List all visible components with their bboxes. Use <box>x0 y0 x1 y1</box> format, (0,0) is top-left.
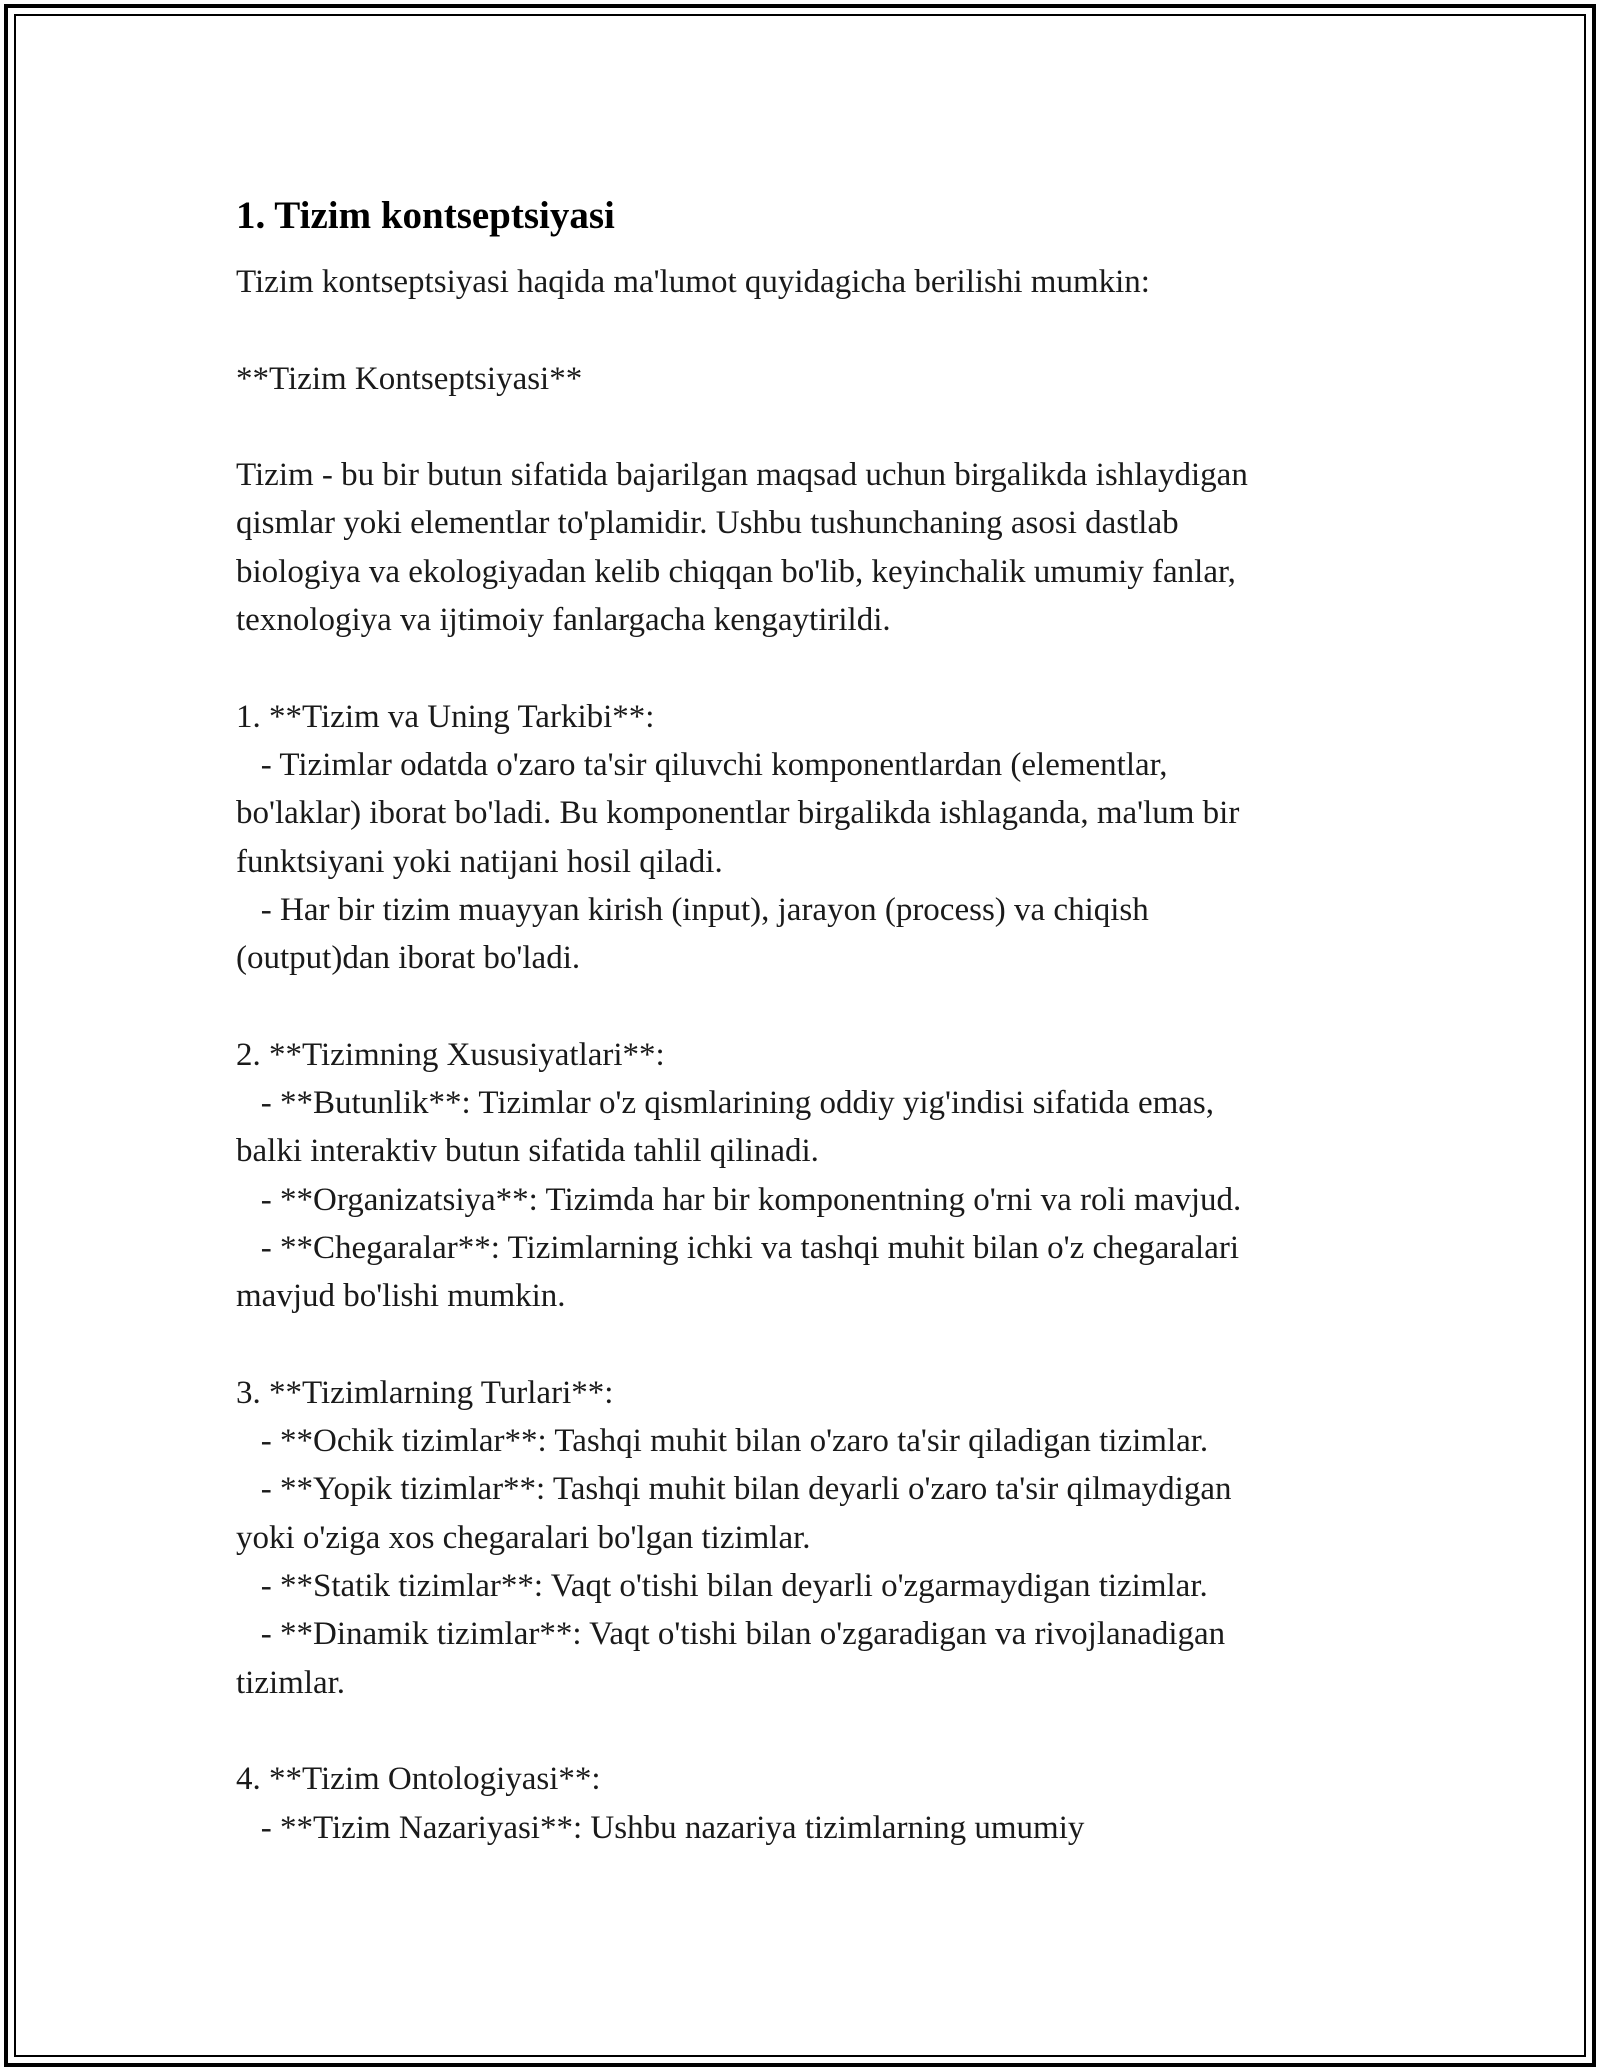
list-item-types: 3. **Tizimlarning Turlari**: - **Ochik tizimlar**: Tashqi muhit bilan o'zaro ta'sir qiladigan tizimlar. - **Yopik tizimlar**: Tashqi muhit bilan deyarli o'zaro ta'sir qilmaydigan yoki o'ziga xos chegaralari bo'lgan tizimlar. - **Statik tizimlar**: Vaqt o'tishi bilan deyarli o'zgarmaydigan tizimlar. - **Dinamik tizimlar**: Vaqt o'tishi bilan o'zgaradigan va rivojlanadigan tizimlar. <box>236 1374 1232 1701</box>
definition-paragraph: Tizim - bu bir butun sifatida bajarilgan maqsad uchun birgalikda ishlaydigan qismlar yoki elementlar to'plamidir. Ushbu tushunchaning asosi dastlab biologiya va ekologiyadan kelib chiqqan bo'lib, keyinchalik umumiy fanlar, texnologiya va ijtimoiy fanlargacha kengaytirildi. <box>236 457 1248 639</box>
paragraph-spacer <box>236 306 1396 354</box>
concept-title-paragraph: **Tizim Kontseptsiyasi** <box>236 360 583 397</box>
section-heading: 1. Tizim kontseptsiyasi <box>236 194 615 237</box>
paragraph-spacer <box>236 403 1396 451</box>
intro-paragraph: Tizim kontseptsiyasi haqida ma'lumot quyidagicha berilishi mumkin: <box>236 264 1150 300</box>
paragraph-spacer <box>236 1321 1396 1369</box>
list-item-ontology: 4. **Tizim Ontologiyasi**: - **Tizim Nazariyasi**: Ushbu nazariya tizimlarning umumiy <box>236 1761 1085 1846</box>
document-body <box>236 186 1396 1852</box>
paragraph-spacer <box>236 644 1396 692</box>
list-item-composition: 1. **Tizim va Uning Tarkibi**: - Tizimlar odatda o'zaro ta'sir qiluvchi komponentlardan (elementlar, bo'laklar) iborat bo'ladi. Bu komponentlar birgalikda ishlaganda, ma'lum bir funktsiyani yoki natijani hosil qiladi. - Har bir tizim muayyan kirish (input), jarayon (process) va chiqish (output)dan iborat bo'ladi. <box>236 698 1240 977</box>
paragraph-spacer <box>236 1707 1396 1755</box>
list-item-properties: 2. **Tizimning Xususiyatlari**: - **Butunlik**: Tizimlar o'z qismlarining oddiy yig'indisi sifatida emas, balki interaktiv butun sifatida tahlil qilinadi. - **Organizatsiya**: Tizimda har bir komponentning o'rni va roli mavjud. - **Chegaralar**: Tizimlarning ichki va tashqi muhit bilan o'z chegaralari mavjud bo'lishi mumkin. <box>236 1036 1242 1315</box>
paragraph-spacer <box>236 982 1396 1030</box>
